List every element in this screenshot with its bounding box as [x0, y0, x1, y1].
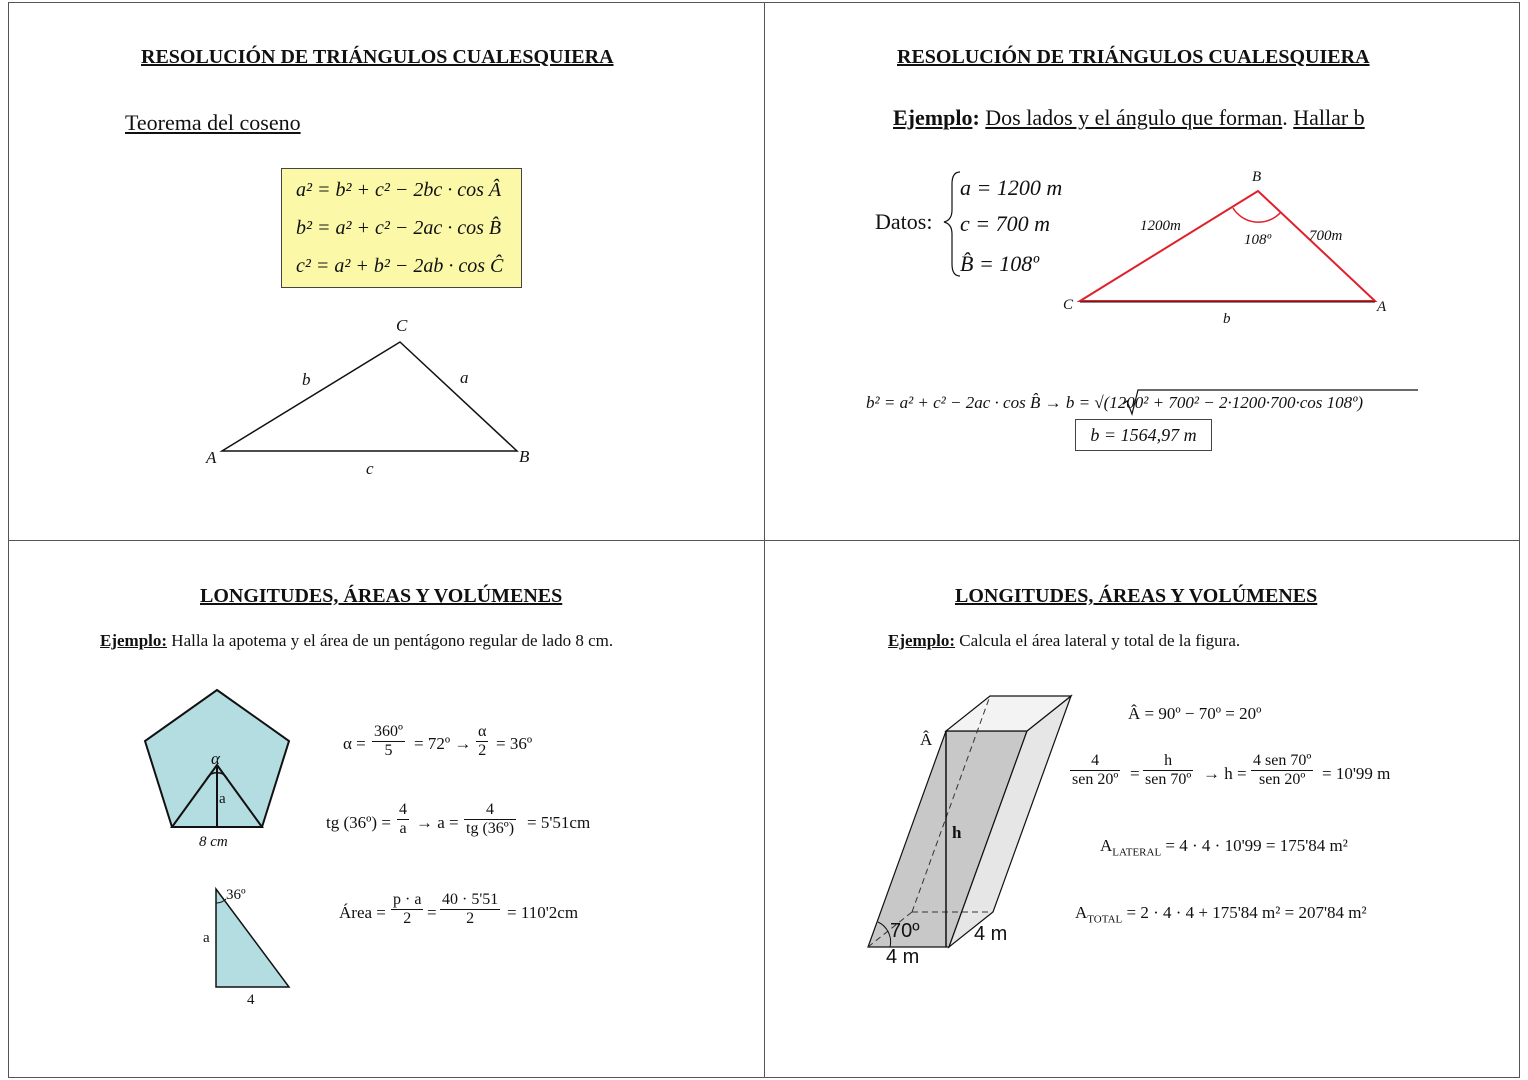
q4-eq4-label: A	[1075, 903, 1088, 922]
q2-example-text: Dos lados y el ángulo que forman	[985, 105, 1283, 130]
q3-eq3-d1: 2	[403, 910, 412, 927]
q4-eq4-sub: TOTAL	[1087, 913, 1123, 926]
q4-eq3-rhs: = 4 · 4 · 10'99 = 175'84 m²	[1165, 836, 1348, 855]
q2-angle-arc	[1233, 208, 1281, 222]
q3-eq1-n1: 360º	[374, 723, 403, 740]
q3-title: LONGITUDES, ÁREAS Y VOLÚMENES	[200, 585, 563, 607]
q2-label-108: 108º	[1244, 232, 1272, 248]
formula-a: a² = b² + c² − 2bc · cos Â	[296, 179, 502, 201]
q2-example-line	[893, 105, 1365, 131]
q2-dato-B: B̂ = 108º	[960, 251, 1040, 276]
q3-eq2-lhs: tg (36º) =	[326, 813, 391, 832]
q3-example-line	[100, 631, 613, 651]
q4-example-line	[888, 631, 1240, 651]
pentagon-label-side: 8 cm	[199, 834, 228, 850]
q4-eq3-label: A	[1100, 836, 1113, 855]
q3-eq1-frac2	[476, 723, 488, 760]
q1-label-C: C	[396, 316, 408, 335]
q3-example-text: Halla la apotema y el área de un pentágono regular de lado 8 cm.	[171, 631, 614, 650]
q3-eq3-n2: 40 · 5'51	[442, 891, 499, 908]
q3-eq3-frac2	[440, 891, 500, 928]
q3-eq1-mid: = 72º →	[414, 734, 472, 753]
q4-eq2-n1: 4	[1070, 752, 1120, 771]
q1-label-A: A	[206, 448, 217, 467]
q2-result-box: b = 1564,97 m	[1075, 419, 1212, 451]
prism-label-angle: 70º	[890, 920, 920, 942]
pentagon-label-a: a	[219, 791, 226, 807]
q1-label-c: c	[366, 459, 374, 478]
q1-title: RESOLUCIÓN DE TRIÁNGULOS CUALESQUIERA	[141, 46, 614, 68]
q2-datos-label: Datos:	[875, 209, 933, 234]
q2-example-find: Hallar b	[1293, 105, 1365, 130]
right-triangle-label-base: 4	[247, 992, 255, 1008]
q2-example-colon: :	[972, 105, 980, 130]
q2-label-b: b	[1223, 311, 1231, 327]
q1-label-B: B	[519, 447, 530, 466]
q2-example-label: Ejemplo	[893, 105, 973, 130]
formula-c: c² = a² + b² − 2ab · cos Ĉ	[296, 255, 504, 277]
q3-eq1-rhs: = 36º	[496, 734, 533, 753]
q2-label-700m: 700m	[1309, 228, 1343, 244]
q4-eq4	[1075, 903, 1367, 925]
q4-example-text: Calcula el área lateral y total de la figura.	[959, 631, 1241, 650]
q3-eq3-d2: 2	[466, 910, 475, 927]
q4-eq2-mid: → h =	[1203, 764, 1247, 783]
right-triangle-label-angle: 36º	[226, 887, 246, 903]
q4-eq1: Â = 90º − 70º = 20º	[1128, 704, 1262, 723]
q4-eq2-n3: 4 sen 70º	[1253, 752, 1312, 769]
pentagon-label-alpha: α	[211, 749, 220, 768]
q3-eq2-frac2	[464, 801, 516, 838]
q1-label-b: b	[302, 370, 311, 389]
q2-label-C: C	[1063, 297, 1074, 313]
q1-triangle	[222, 342, 517, 451]
prism-label-base2: 4 m	[974, 923, 1008, 945]
prism-label-h: h	[952, 823, 962, 842]
right-triangle-label-a: a	[203, 930, 210, 946]
q2-label-A: A	[1377, 299, 1387, 315]
q4-eq2-d3: sen 20º	[1259, 771, 1306, 788]
q2-triangle	[1080, 191, 1375, 301]
q3-eq2-mid: → a =	[416, 813, 459, 832]
q3-eq2-n2: 4	[464, 801, 516, 820]
q3-eq3-n1: p · a	[393, 891, 422, 908]
q4-eq2-d1: sen 20º	[1072, 771, 1119, 788]
q3-example-label: Ejemplo:	[100, 631, 168, 650]
q3-eq2-d2: tg (36º)	[466, 820, 515, 837]
q3-eq2-n1: 4	[399, 801, 407, 818]
q4-eq4-rhs: = 2 · 4 · 4 + 175'84 m² = 207'84 m²	[1126, 903, 1367, 922]
q3-eq3-lhs: Área =	[339, 903, 386, 922]
q3-eq3-rhs: = 110'2cm	[507, 903, 579, 922]
q4-eq2-d2: sen 70º	[1145, 771, 1192, 788]
q4-eq2-frac2	[1143, 752, 1193, 789]
q4-example-label: Ejemplo:	[888, 631, 956, 650]
q4-eq2-frac1	[1070, 752, 1120, 789]
q4-eq2-eq: =	[1130, 764, 1140, 783]
q2-example-dot: .	[1282, 105, 1288, 130]
q3-eq3-frac1	[391, 891, 423, 928]
q4-eq2-frac3	[1251, 752, 1313, 789]
q3-eq1-frac1	[372, 723, 405, 760]
q4-eq3	[1100, 836, 1348, 858]
q3-eq1-n2: α	[478, 723, 487, 740]
q3-eq3-mid: =	[427, 903, 437, 922]
q2-title: RESOLUCIÓN DE TRIÁNGULOS CUALESQUIERA	[897, 46, 1370, 68]
q1-label-a: a	[460, 368, 469, 387]
formula-b: b² = a² + c² − 2ac · cos B̂	[296, 217, 502, 239]
q2-dato-a: a = 1200 m	[960, 175, 1063, 200]
q2-dato-c: c = 700 m	[960, 211, 1050, 236]
q2-label-1200m: 1200m	[1140, 218, 1181, 234]
prism-label-A: Â	[920, 730, 933, 749]
q3-eq2-frac1	[397, 801, 409, 838]
q3-eq1-d1: 5	[384, 742, 393, 759]
q4-eq2-rhs: = 10'99 m	[1322, 764, 1391, 783]
q2-equation: b² = a² + c² − 2ac · cos B̂ → b = √(1200² + 700² − 2·1200·700·cos 108º)	[866, 393, 1364, 412]
q4-eq3-sub: LATERAL	[1112, 846, 1162, 859]
q1-subtitle: Teorema del coseno	[125, 110, 301, 135]
q3-eq2-rhs: = 5'51cm	[527, 813, 591, 832]
q3-eq1-d2: 2	[478, 742, 487, 759]
q4-title: LONGITUDES, ÁREAS Y VOLÚMENES	[955, 585, 1318, 607]
q2-datos-brace	[944, 172, 960, 276]
prism-label-base1: 4 m	[886, 946, 920, 968]
q3-eq2-d1: a	[399, 820, 407, 837]
q4-eq2-n2: h	[1143, 752, 1193, 771]
q2-label-B: B	[1252, 169, 1262, 185]
q3-eq1-lhs: α =	[343, 734, 366, 753]
